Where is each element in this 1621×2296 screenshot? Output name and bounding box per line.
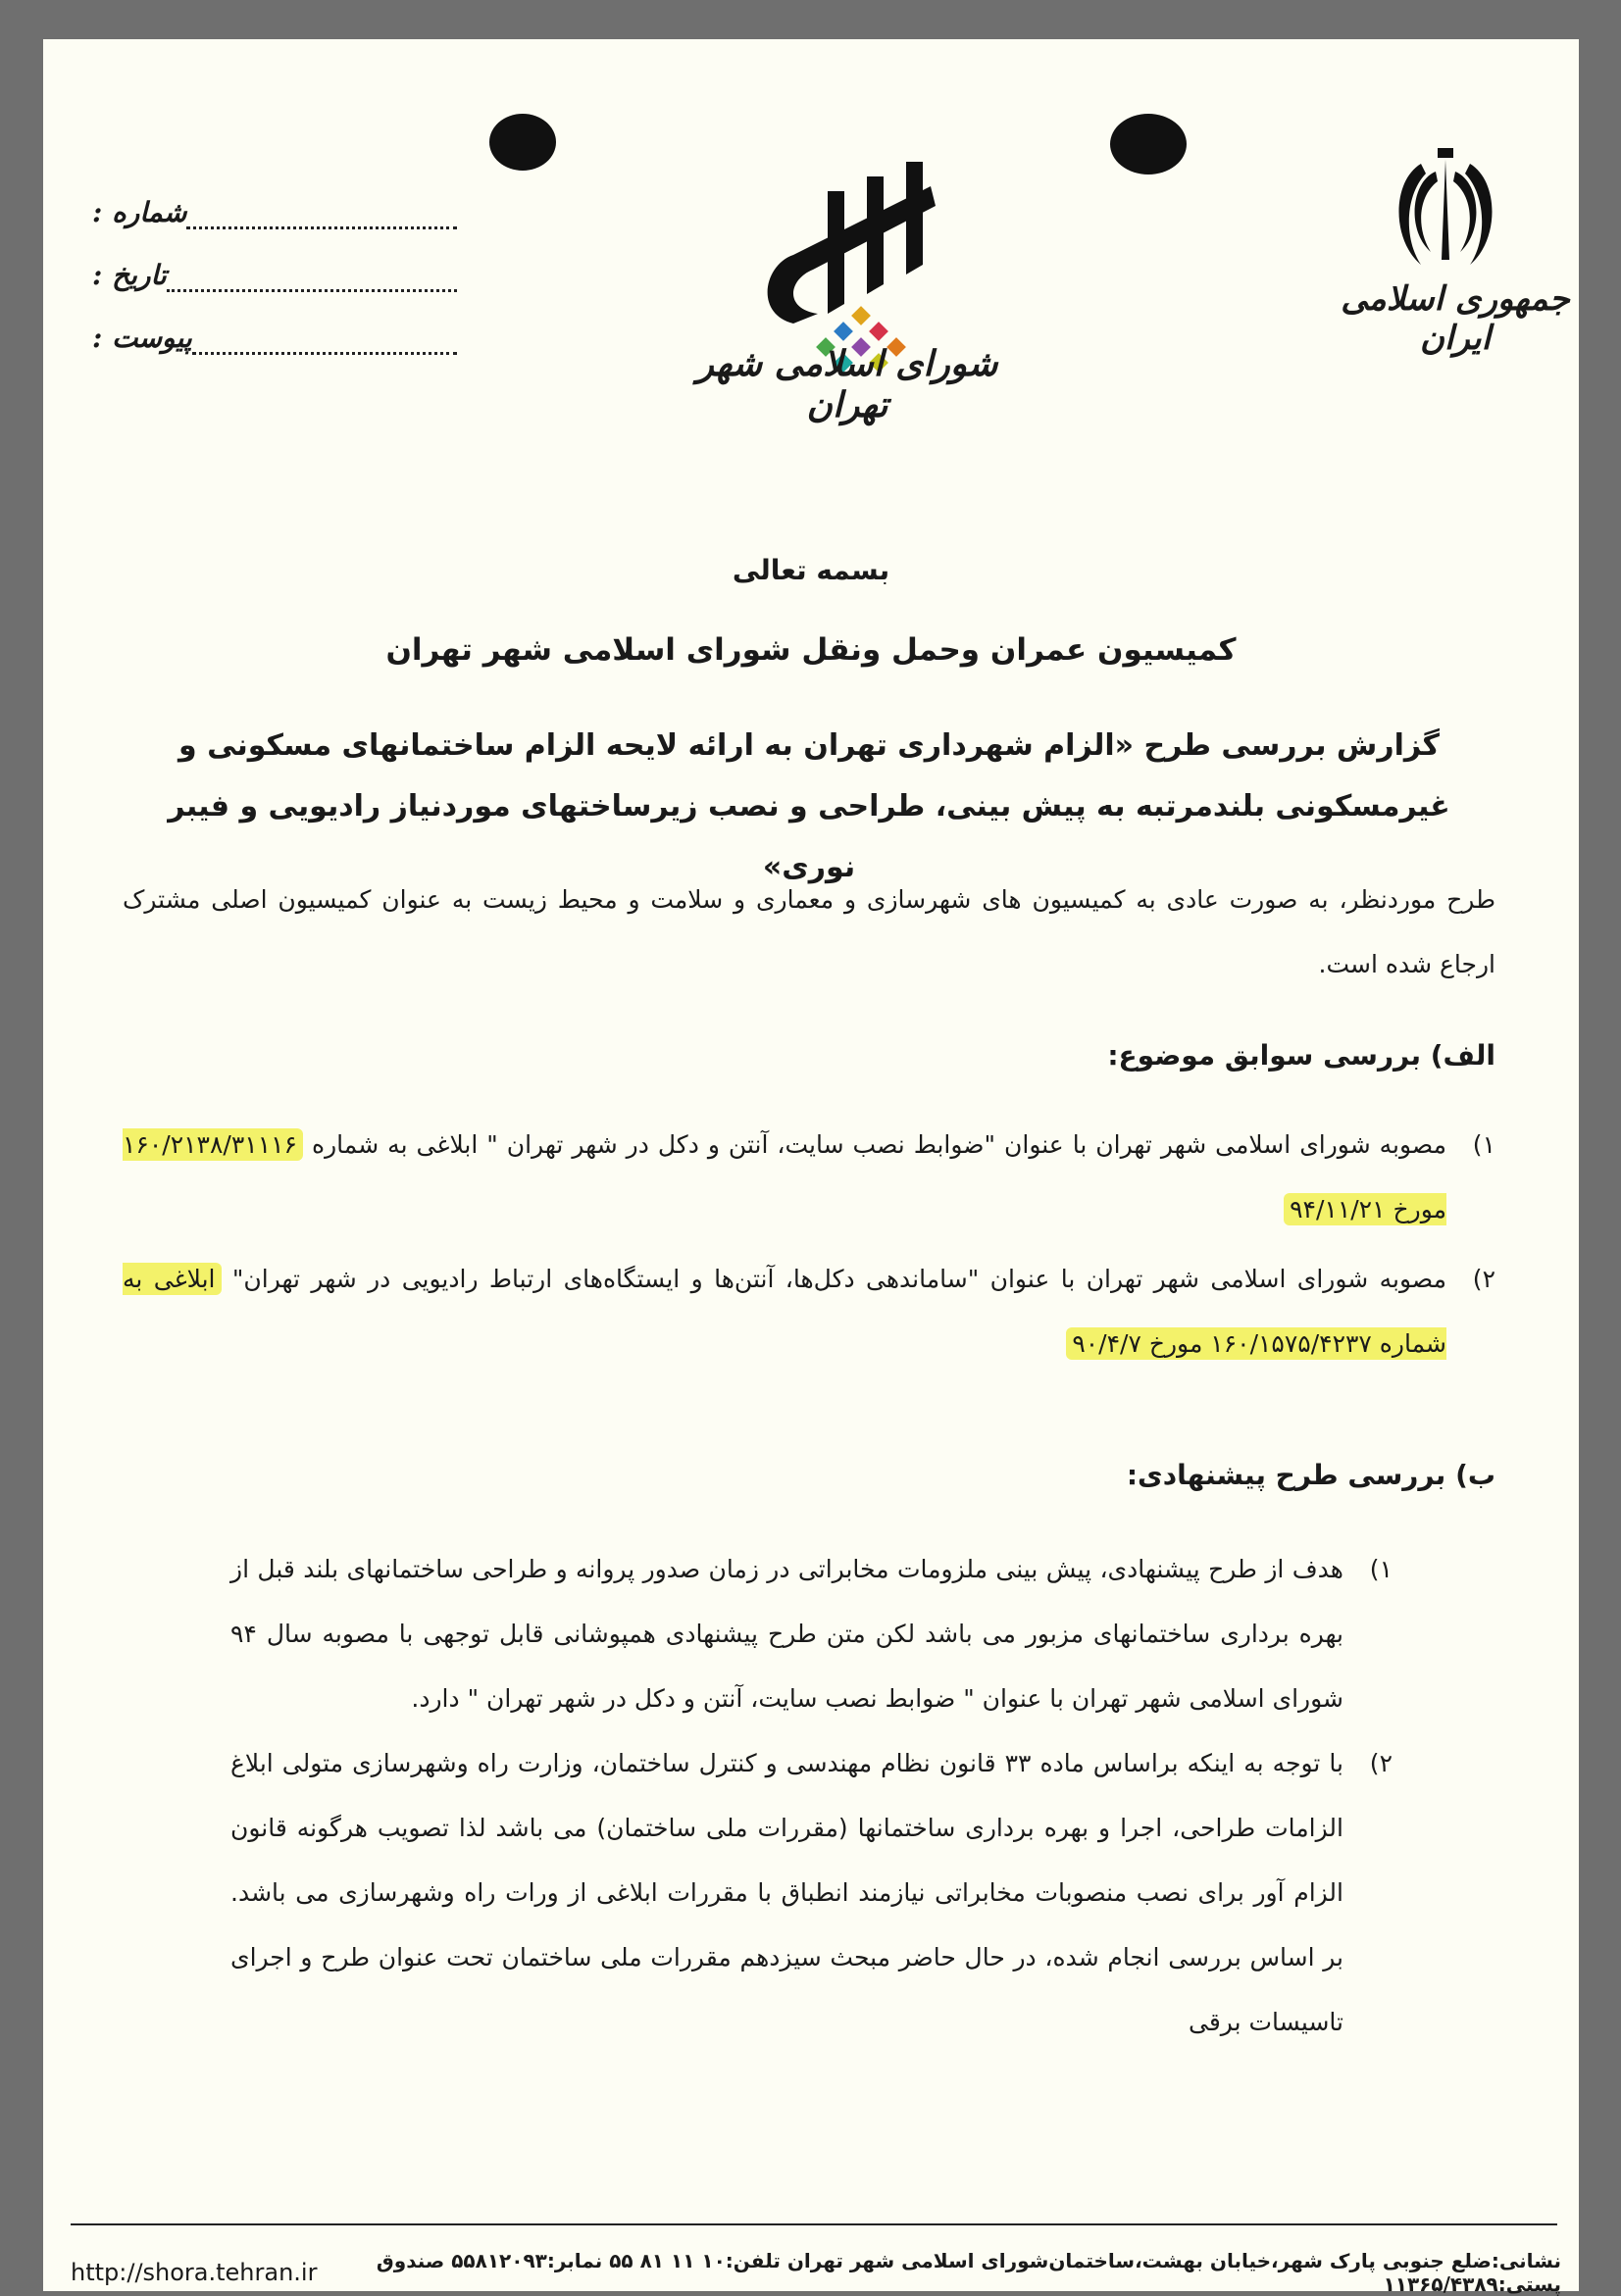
iran-emblem-icon [1377,142,1514,279]
item-body: مصوبه شورای اسلامی شهر تهران با عنوان "ضوابط نصب سایت، آنتن و دکل در شهر تهران " ابلاغی به شماره [302,1130,1446,1159]
highlighted-reference: ابلاغی به شماره ۱۶۰/۱۵۷۵/۴۲۳۷ مورخ ۹۰/۴/۷ [123,1265,1446,1358]
council-caption: شورای اسلامی شهر تهران [696,343,998,425]
bismillah: بسمه تعالی [732,554,890,586]
ink-blot [489,114,556,171]
item-number: ۱) [1472,1130,1495,1159]
report-title: گزارش بررسی طرح «الزام شهرداری تهران به ارائه لایحه الزام ساختمانهای مسکونی و غیرمسکونی بلندمرتبه به پیش بینی، طراحی و نصب زیرساختهای موردنیاز رادیویی و فیبر نوری» [168,728,1450,884]
section-a-heading: الف) بررسی سوابق موضوع: [1107,1039,1495,1072]
footer [71,2249,1561,2296]
meta-date-label: تاریخ : [92,259,167,291]
item-text [123,1247,1446,1376]
emblem-caption: جمهوری اسلامی ایران [1341,279,1570,358]
section-a-item-2 [123,1247,1495,1376]
meta-number-label: شماره : [92,196,187,228]
footer-website-link[interactable]: http://shora.tehran.ir [71,2259,318,2286]
item-text [123,1113,1446,1242]
intro-paragraph: طرح مورد‌نظر، به صورت عادی به کمیسیون های شهرسازی و معماری و سلامت و محیط زیست به عنوان کمیسیون اصلی مشترک ارجاع شده است. [123,885,1495,978]
meta-attachment-blank [192,352,457,355]
item-number: ۲) [1472,1265,1495,1293]
item-text: هدف از طرح پیشنهادی، پیش بینی ملزومات مخابراتی در زمان صدور پروانه و طراحی ساختمانهای بلند قبل از بهره برداری ساختمانهای مزبور می باشد لکن متن طرح پیشنهادی همپوشانی قابل توجهی با مصوبه سال ۹۴ شورای اسلامی شهر تهران با عنوان " ضوابط نصب سایت، آنتن و دکل در شهر تهران " دارد. [230,1555,1343,1713]
footer-address: نشانی:ضلع جنوبی پارک شهر،خیابان بهشت،ساختمان‌شورای اسلامی شهر تهران تلفن:۱۰ ۱۱ ۸۱ ۵۵ نمابر:۵۵۸۱۲۰۹۳ صندوق پستی:۱۱۳۶۵/۴۳۸۹ [376,2249,1561,2296]
footer-divider [71,2223,1557,2225]
highlighted-reference: ۱۶۰/۲۱۳۸/۳۱۱۱۶ مورخ ۹۴/۱۱/۲۱ [123,1130,1446,1223]
ink-blot [1110,114,1187,175]
meta-number-row [92,196,465,259]
item-number: ۲) [1369,1749,1393,1777]
section-b-heading: ب) بررسی طرح پیشنهادی: [1126,1459,1495,1491]
meta-attachment-label: پیوست : [92,322,192,354]
letter-meta [92,196,465,384]
section-b-item-2 [230,1731,1393,2055]
section-b-item-1 [230,1537,1393,1731]
item-body: مصوبه شورای اسلامی شهر تهران با عنوان "ساماندهی دکل‌ها، آنتن‌ها و ایستگاه‌های ارتباط رادیویی در شهر تهران" [221,1265,1446,1293]
meta-number-blank [186,226,457,229]
commission-title: کمیسیون عمران وحمل ونقل شورای اسلامی شهر تهران [385,632,1237,668]
meta-date-blank [167,289,457,292]
meta-date-row [92,259,465,322]
letter-page [43,39,1579,2296]
meta-attachment-row [92,322,465,384]
item-text: با توجه به اینکه براساس ماده ۳۳ قانون نظام مهندسی و کنترل ساختمان، وزارت راه وشهرسازی متولی ابلاغ الزامات طراحی، اجرا و بهره برداری ساختمانها (مقررات ملی ساختمان) می باشد لذا تصویب هرگونه قانون الزام آور برای نصب منصوبات مخابراتی نیازمند انطباق با مقررات ابلاغی از ورات راه وشهرسازی می باشد. بر اساس بررسی انجام شده، در حال حاضر مبحث سیزدهم مقررات ملی ساختمان تحت عنوان طرح و اجرای تاسیسات برقی [230,1749,1344,2036]
section-a-item-1 [123,1113,1495,1242]
item-number: ۱) [1369,1555,1393,1583]
